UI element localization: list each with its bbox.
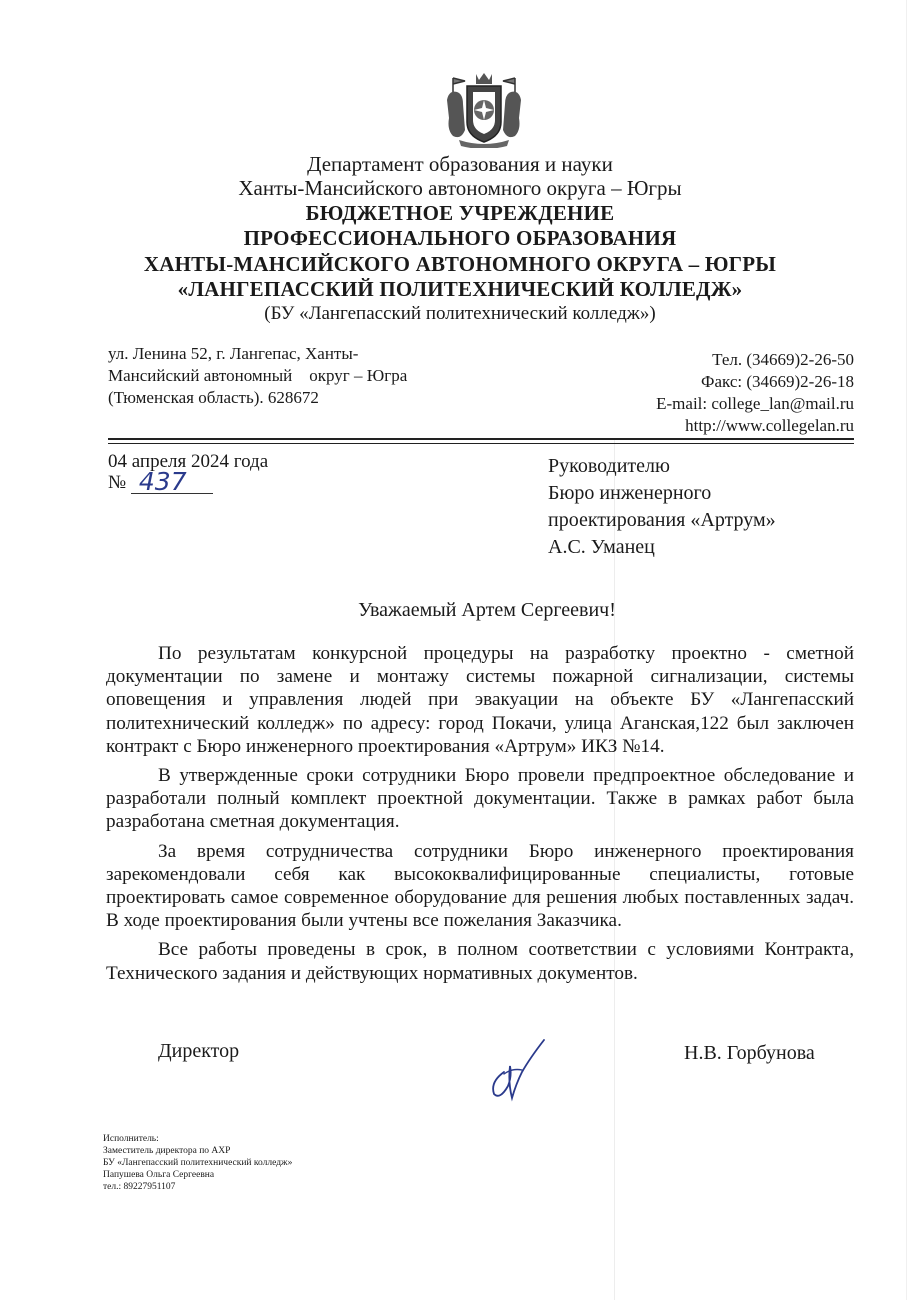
signatory-position: Директор <box>158 1040 240 1062</box>
header-divider-thin <box>108 443 854 444</box>
organization-short-name: (БУ «Лангепасский политехнический колледж») <box>264 303 656 324</box>
header-divider-thick <box>108 438 854 440</box>
body-paragraph: По результатам конкурсной процедуры на разработку проектно - сметной документации по замене и монтажу системы пожарной сигнализации, системы оповещения и управления людей при эвакуации на объекте БУ «Лангепасский политехнический колледж» по адресу: город Покачи, улица Аганская,122 был заключен контракт с Бюро инженерного проектирования «Артрум» ИКЗ №14. <box>106 643 854 757</box>
executor-label: Исполнитель: <box>103 1134 159 1144</box>
executor-block <box>103 1133 292 1193</box>
organization-line-3: ХАНТЫ-МАНСИЙСКОГО АВТОНОМНОГО ОКРУГА – ЮГРЫ <box>143 252 777 276</box>
addressee-line: проектирования «Артрум» <box>548 509 776 531</box>
organization-line-4: «ЛАНГЕПАССКИЙ ПОЛИТЕХНИЧЕСКИЙ КОЛЛЕДЖ» <box>177 277 743 301</box>
website-text: http://www.collegelan.ru <box>685 416 854 435</box>
number-field <box>131 467 213 496</box>
number-label: № <box>108 472 127 493</box>
body-paragraph: За время сотрудничества сотрудники Бюро инженерного проектирования зарекомендовали себя как высококвалифицированные специалисты, готовые проектировать самое современное оборудование для решения любых поставленных задач. В ходе проектирования были учтены все пожелания Заказчика. <box>106 840 854 932</box>
department-line-2: Ханты-Мансийского автономного округа – Югры <box>238 176 682 200</box>
phone-text: Тел. (34669)2-26-50 <box>712 350 854 369</box>
addressee-line: Руководителю <box>548 455 670 477</box>
executor-organization: БУ «Лангепасский политехнический колледж» <box>103 1158 293 1168</box>
fax-text: Факс: (34669)2-26-18 <box>701 372 854 391</box>
executor-name: Папушева Ольга Сергеевна <box>103 1170 215 1180</box>
department-line-1: Департамент образования и науки <box>307 152 613 176</box>
body-paragraph: Все работы проведены в срок, в полном соответствии с условиями Контракта, Технического задания и действующих нормативных документов. <box>106 939 854 984</box>
letter-body <box>106 642 854 991</box>
letter-number <box>108 467 213 496</box>
handwritten-number: 437 <box>138 467 187 496</box>
executor-position: Заместитель директора по АХР <box>103 1146 231 1156</box>
letter-date: 04 апреля 2024 года <box>108 451 269 472</box>
addressee-line: А.С. Уманец <box>548 536 655 558</box>
organization-address <box>108 343 468 409</box>
addressee-block <box>548 453 776 561</box>
address-line: ул. Ленина 52, г. Лангепас, Ханты- <box>108 344 359 363</box>
address-line: (Тюменская область). 628672 <box>108 388 319 407</box>
coat-of-arms-emblem-icon <box>443 70 525 148</box>
handwritten-signature-icon <box>482 1036 554 1106</box>
signatory-name: Н.В. Горбунова <box>684 1042 815 1064</box>
organization-line-1: БЮДЖЕТНОЕ УЧРЕЖДЕНИЕ <box>305 201 615 225</box>
email-text: E-mail: college_lan@mail.ru <box>656 394 854 413</box>
body-paragraph: В утвержденные сроки сотрудники Бюро провели предпроектное обследование и разработали полный комплект проектной документации. Также в рамках работ была разработана сметная документация. <box>106 765 854 833</box>
executor-phone: тел.: 89227951107 <box>103 1182 176 1192</box>
organization-line-2: ПРОФЕССИОНАЛЬНОГО ОБРАЗОВАНИЯ <box>243 226 677 250</box>
greeting: Уважаемый Артем Сергеевич! <box>358 599 616 621</box>
addressee-line: Бюро инженерного <box>548 482 712 504</box>
address-line: Мансийский автономный округ – Югра <box>108 366 408 385</box>
organization-contacts <box>656 349 854 437</box>
